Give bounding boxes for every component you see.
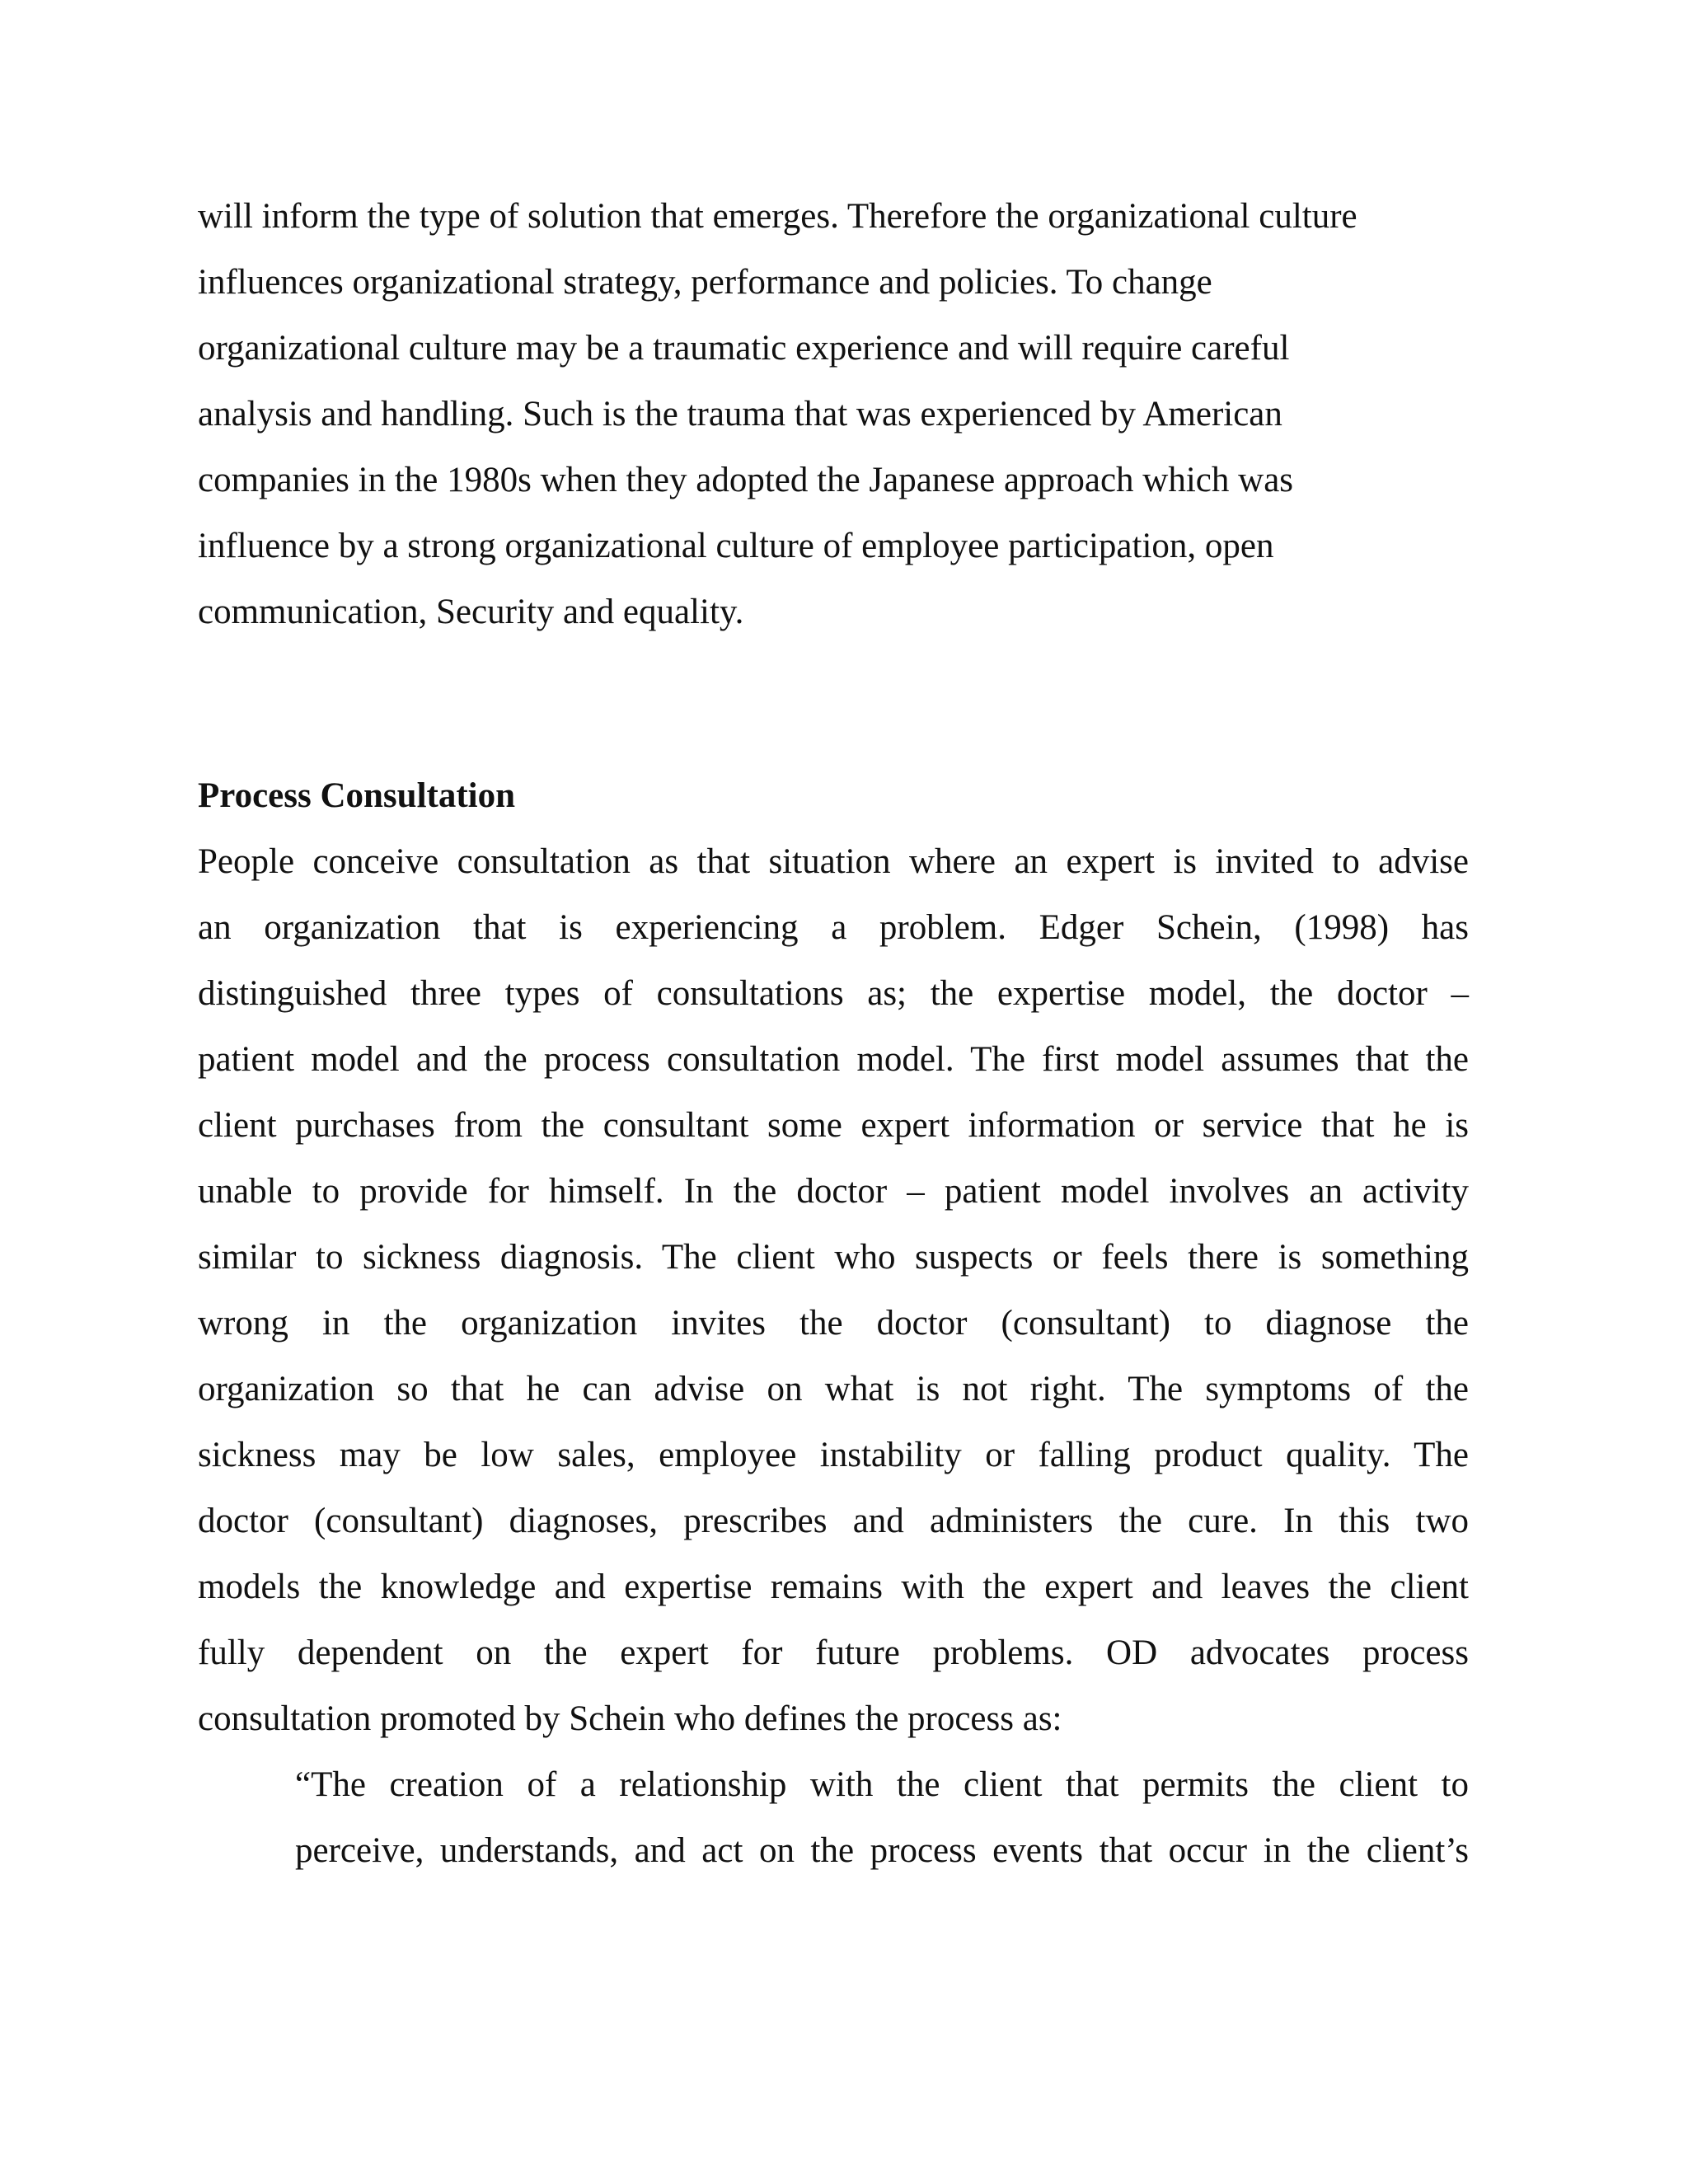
block-quote <box>198 1752 1469 1884</box>
text-line: sickness may be low sales, employee instability or falling product quality. The <box>198 1436 1469 1474</box>
text-line: an organization that is experiencing a problem. Edger Schein, (1998) has <box>198 908 1469 947</box>
section-process-consultation <box>198 763 1469 1752</box>
text-line: companies in the 1980s when they adopted the Japanese approach which was <box>198 461 1294 499</box>
text-line: influence by a strong organizational culture of employee participation, open <box>198 527 1274 565</box>
text-line: doctor (consultant) diagnoses, prescribes and administers the cure. In this two <box>198 1502 1469 1540</box>
text-line: influences organizational strategy, performance and policies. To change <box>198 263 1212 302</box>
quote-line: “The creation of a relationship with the client that permits the client to <box>295 1765 1469 1804</box>
text-line: will inform the type of solution that emerges. Therefore the organizational culture <box>198 197 1357 236</box>
text-line: analysis and handling. Such is the trauma that was experienced by American <box>198 395 1282 434</box>
text-line: consultation promoted by Schein who defines the process as: <box>198 1699 1062 1738</box>
text-line: distinguished three types of consultations as; the expertise model, the doctor – <box>198 974 1469 1013</box>
text-line: similar to sickness diagnosis. The client who suspects or feels there is something <box>198 1238 1469 1277</box>
section-heading: Process Consultation <box>198 776 516 815</box>
page-content <box>198 184 1469 1884</box>
text-line: client purchases from the consultant some expert information or service that he is <box>198 1106 1469 1145</box>
text-line: unable to provide for himself. In the doctor – patient model involves an activity <box>198 1172 1469 1211</box>
paragraph-organizational-culture <box>198 184 1469 645</box>
paragraph-spacer <box>198 645 1469 763</box>
quote-line: perceive, understands, and act on the process events that occur in the client’s <box>295 1831 1469 1870</box>
text-line: communication, Security and equality. <box>198 593 744 631</box>
text-line: models the knowledge and expertise remains with the expert and leaves the client <box>198 1568 1469 1606</box>
text-line: People conceive consultation as that situation where an expert is invited to advise <box>198 842 1469 881</box>
text-line: wrong in the organization invites the doctor (consultant) to diagnose the <box>198 1304 1469 1343</box>
text-line: patient model and the process consultation model. The first model assumes that the <box>198 1040 1469 1079</box>
text-line: fully dependent on the expert for future problems. OD advocates process <box>198 1633 1469 1672</box>
text-line: organizational culture may be a traumatic experience and will require careful <box>198 329 1290 368</box>
text-line: organization so that he can advise on what is not right. The symptoms of the <box>198 1370 1469 1408</box>
